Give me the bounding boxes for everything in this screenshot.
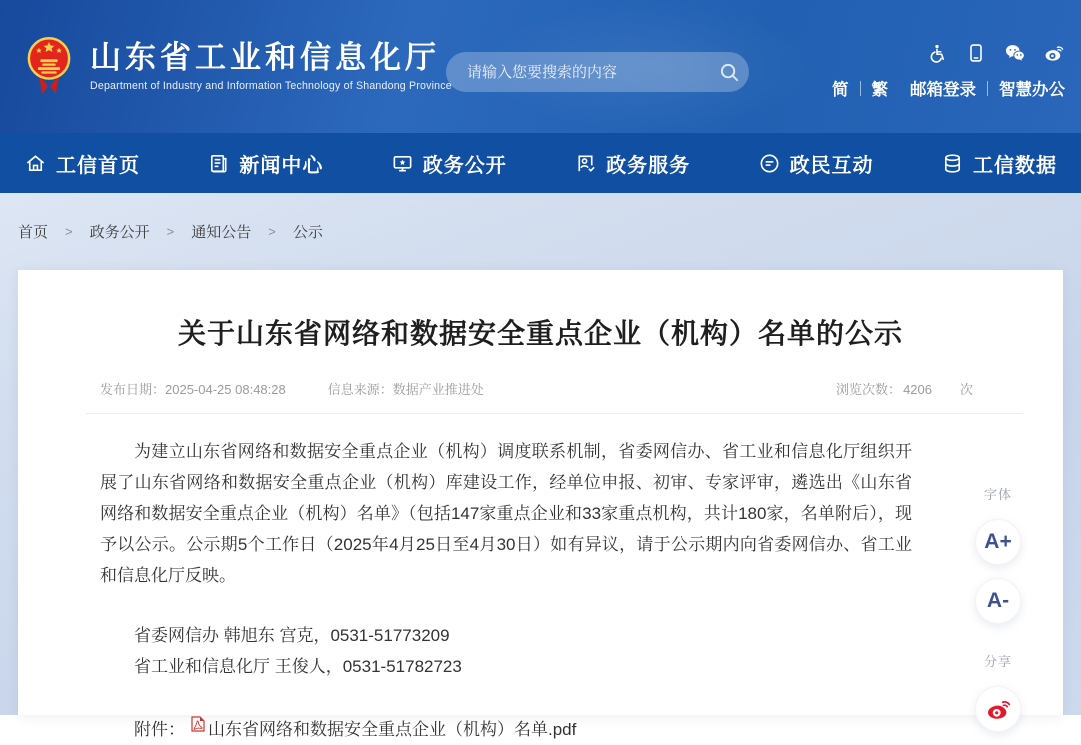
search-button[interactable] <box>709 52 749 92</box>
info-source-value: 数据产业推进处 <box>392 382 484 397</box>
page-tools <box>966 484 1030 745</box>
link-divider <box>987 81 988 96</box>
info-source-label: 信息来源： <box>327 382 393 397</box>
header-link-row <box>832 76 1065 100</box>
article-meta <box>100 379 973 398</box>
site-title-block <box>90 40 452 93</box>
article-card <box>18 270 1063 739</box>
home-icon <box>24 152 47 175</box>
article-title: 关于山东省网络和数据安全重点企业（机构）名单的公示 <box>177 318 903 349</box>
attachment-label: 附件： <box>134 720 185 739</box>
contact-line-miit: 省工业和信息化厅 王俊人，0531-51782723 <box>134 657 462 676</box>
accessibility-icon[interactable] <box>926 42 948 64</box>
font-increase-button[interactable]: A+ <box>975 519 1021 565</box>
attachment-row <box>100 715 1063 740</box>
share-label: 分享 <box>983 654 1012 669</box>
site-brand[interactable] <box>26 34 452 98</box>
site-title: 山东省工业和信息化厅 <box>90 39 440 75</box>
article-paragraph: 为建立山东省网络和数据安全重点企业（机构）调度联系机制，省委网信办、省工业和信息化厅组织开展了山东省网络和数据安全重点企业（机构）库建设工作，经单位申报、初审、专家评审，遴选出《山东省网络和数据安全重点企业（机构）名单》（包括147家重点企业和33家重点机构，共计180家，名单附后），现予以公示。公示期5个工作日（2025年4月25日至4月30日）如有异议，请于公示期内向省委网信办、省工业和信息化厅反映。 <box>100 442 912 585</box>
nav-item-gov-service[interactable] <box>574 149 690 178</box>
info-source <box>328 379 484 398</box>
pdf-icon <box>191 716 205 732</box>
mobile-icon[interactable] <box>965 42 987 64</box>
search-input[interactable] <box>446 52 709 92</box>
breadcrumb-notices[interactable]: 通知公告 <box>191 224 252 241</box>
breadcrumb-separator: > <box>166 224 175 239</box>
mail-login-link[interactable]: 邮箱登录 <box>910 81 976 99</box>
share-weibo-button[interactable] <box>975 686 1021 732</box>
news-icon <box>207 152 230 175</box>
lang-simplified-link[interactable]: 简 <box>832 81 849 99</box>
gov-open-icon <box>391 152 414 175</box>
header-utilities <box>832 42 1065 100</box>
database-icon <box>941 152 964 175</box>
font-size-label: 字体 <box>983 487 1012 502</box>
view-count-unit: 次 <box>959 382 973 397</box>
publish-date <box>100 379 286 398</box>
national-emblem-logo <box>26 34 72 98</box>
nav-label: 工信首页 <box>56 154 140 177</box>
breadcrumb-separator: > <box>268 224 276 239</box>
breadcrumb <box>0 193 1081 270</box>
nav-label: 工信数据 <box>972 154 1057 177</box>
nav-item-interaction[interactable] <box>758 149 874 178</box>
main-nav <box>0 133 1081 193</box>
site-title-english: Department of Industry and Information Technology of Shandong Province <box>90 80 452 93</box>
view-count <box>836 379 973 398</box>
weibo-share-icon <box>985 697 1012 721</box>
nav-item-gov-open[interactable] <box>391 149 507 178</box>
font-decrease-button[interactable]: A- <box>975 578 1021 624</box>
nav-label: 政务服务 <box>606 154 691 177</box>
nav-item-news[interactable] <box>207 149 323 178</box>
site-header <box>0 0 1081 133</box>
lang-traditional-link[interactable]: 繁 <box>871 81 888 99</box>
gov-service-icon <box>574 152 597 175</box>
interaction-icon <box>758 152 781 175</box>
publish-date-label: 发布日期： <box>100 382 166 397</box>
publish-date-value: 2025-04-25 08:48:28 <box>165 382 286 397</box>
contact-block <box>100 620 1063 682</box>
nav-label: 政务公开 <box>422 154 507 177</box>
contact-line-cac: 省委网信办 韩旭东 宫克，0531-51773209 <box>134 626 450 645</box>
breadcrumb-home[interactable]: 首页 <box>18 224 49 241</box>
nav-label: 新闻中心 <box>239 154 324 177</box>
view-count-label: 浏览次数： <box>836 382 902 397</box>
breadcrumb-current[interactable]: 公示 <box>292 224 323 241</box>
breadcrumb-separator: > <box>65 224 73 239</box>
weibo-icon[interactable] <box>1043 42 1065 64</box>
quick-icon-row <box>832 42 1065 64</box>
smart-office-link[interactable]: 智慧办公 <box>999 81 1065 99</box>
attachment-file-link[interactable]: 山东省网络和数据安全重点企业（机构）名单.pdf <box>208 720 577 739</box>
view-count-value: 4206 <box>903 382 932 397</box>
article-content <box>18 414 1063 740</box>
breadcrumb-gov-open[interactable]: 政务公开 <box>89 224 150 241</box>
link-divider <box>860 81 861 96</box>
nav-item-data[interactable] <box>941 149 1057 178</box>
nav-label: 政民互动 <box>789 154 874 177</box>
wechat-icon[interactable] <box>1004 42 1026 64</box>
nav-item-home[interactable] <box>24 149 140 178</box>
site-search <box>446 52 749 92</box>
search-icon <box>719 62 740 83</box>
